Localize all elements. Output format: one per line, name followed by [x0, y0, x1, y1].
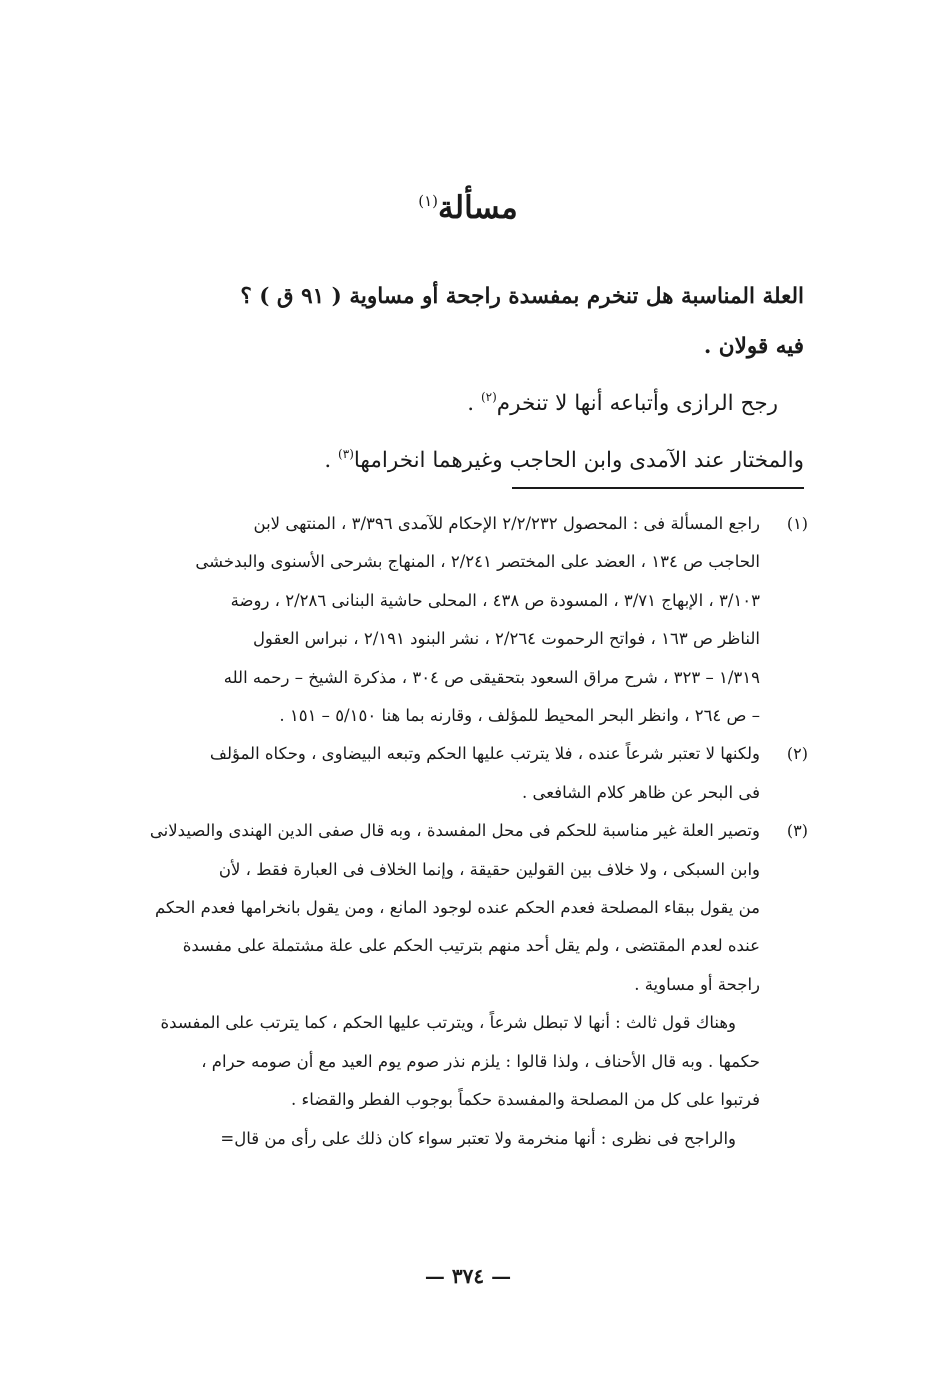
footnote-line: وابن السبكى ، ولا خلاف بين القولين حقيقة ، وإنما الخلاف فى العبارة فقط ، لأن: [218, 859, 760, 879]
footnote-line: الحاجب ص ١٣٤ ، العضد على المختصر ٢/٢٤١ ، المنهاج بشرحى الأسنوى والبدخشى: [195, 552, 760, 572]
footnote-line: الناظر ص ١٦٣ ، فواتح الرحموت ٢/٢٦٤ ، نشر البنود ٢/١٩١ ، نبراس العقول: [252, 629, 760, 649]
footnote-continuation-2: [118, 1120, 808, 1158]
footnote-text: [118, 812, 760, 1004]
page-number: — ٣٧٤ —: [424, 1264, 512, 1288]
footnote-number: (٢): [786, 744, 808, 764]
footnote-2: [118, 735, 808, 812]
section-title: [0, 176, 936, 233]
footnote-text: [118, 735, 760, 812]
footnote-continuation-1: [118, 1004, 808, 1119]
main-line-1: العلة المناسبة هل تنخرم بمفسدة راجحة أو مساوية ( ٩١ ق ) ؟: [240, 284, 804, 309]
footnote-line: راجع المسألة فى : المحصول ٢/٢/٢٣٢ الإحكام للآمدى ٣/٣٩٦ ، المنتهى لابن: [253, 514, 760, 533]
footnote-line: وهناك قول ثالث : أنها لا تبطل شرعاً ، ويترتب عليها الحكم ، كما يترتب على المفسدة: [160, 1013, 736, 1033]
footnote-line: فرتبوا على كل من المصلحة والمفسدة حكماً بوجوب الفطر والقضاء .: [291, 1090, 760, 1110]
footnote-line: وتصير العلة غير مناسبة للحكم فى محل المفسدة ، وبه قال صفى الدين الهندى والصيدلانى: [149, 821, 760, 841]
footnote-number: (١): [786, 514, 808, 533]
main-line-3-text: رجح الرازى وأتباعه أنها لا تنخرم: [496, 391, 778, 416]
footnote-line: ١/٣١٩ – ٣٢٣ ، شرح مراق السعود بتحقيقى ص ٣٠٤ ، مذكرة الشيخ – رحمه الله: [223, 667, 760, 687]
main-line-4: [124, 429, 804, 486]
footnote-line: عنده لعدم المقتضى ، ولم يقل أحد منهم بترتيب الحكم على علة مشتملة على مفسدة: [182, 936, 760, 956]
main-line-2: فيه قولان .: [703, 334, 804, 359]
footnote-ref-3: (٣): [338, 447, 354, 461]
footnote-line: والراجح فى نظرى : أنها منخرمة ولا تعتبر سواء كان ذلك على رأى من قال=: [220, 1128, 736, 1148]
title-footnote-mark: (١): [418, 192, 438, 210]
footnote-line: فى البحر عن ظاهر كلام الشافعى .: [522, 782, 760, 802]
main-line-4-text: والمختار عند الآمدى وابن الحاجب وغيرهما انخرامها: [353, 448, 804, 473]
footnote-line: ٣/١٠٣ ، الإبهاج ٣/٧١ ، المسودة ص ٤٣٨ ، المحلى حاشية البنانى ٢/٢٨٦ ، روضة: [230, 590, 760, 610]
footnote-text: [118, 505, 760, 735]
footnote-line: من يقول ببقاء المصلحة فعدم الحكم عنده لوجود المانع ، ومن يقول بانخرامها فعدم الحكم: [154, 898, 760, 918]
footnote-1: [118, 505, 808, 735]
footnote-line: ولكنها لا تعتبر شرعاً عنده ، فلا يترتب عليها الحكم وتبعه البيضاوى ، وحكاه المؤلف: [209, 744, 760, 764]
footnote-line: حكمها . وبه قال الأحناف ، ولذا قالوا : يلزم نذر صوم يوم العيد مع أن صومه حرام ،: [201, 1051, 760, 1071]
title-text: مسألة: [438, 190, 518, 226]
main-text: [124, 272, 804, 486]
footnote-line: راجحة أو مساوية .: [634, 974, 760, 994]
footnotes: [118, 505, 808, 1158]
main-line-4-end: .: [324, 448, 339, 473]
footnote-number: (٣): [786, 821, 808, 841]
footnote-3: [118, 812, 808, 1004]
footnote-ref-2: (٢): [480, 390, 497, 404]
main-line-3-end: .: [467, 391, 481, 416]
footnote-line: – ص ٢٦٤ ، وانظر البحر المحيط للمؤلف ، وقارنه بما هنا ٥/١٥٠ – ١٥١ .: [279, 706, 760, 726]
main-line-3: [124, 372, 804, 429]
footnote-separator: [512, 487, 804, 489]
